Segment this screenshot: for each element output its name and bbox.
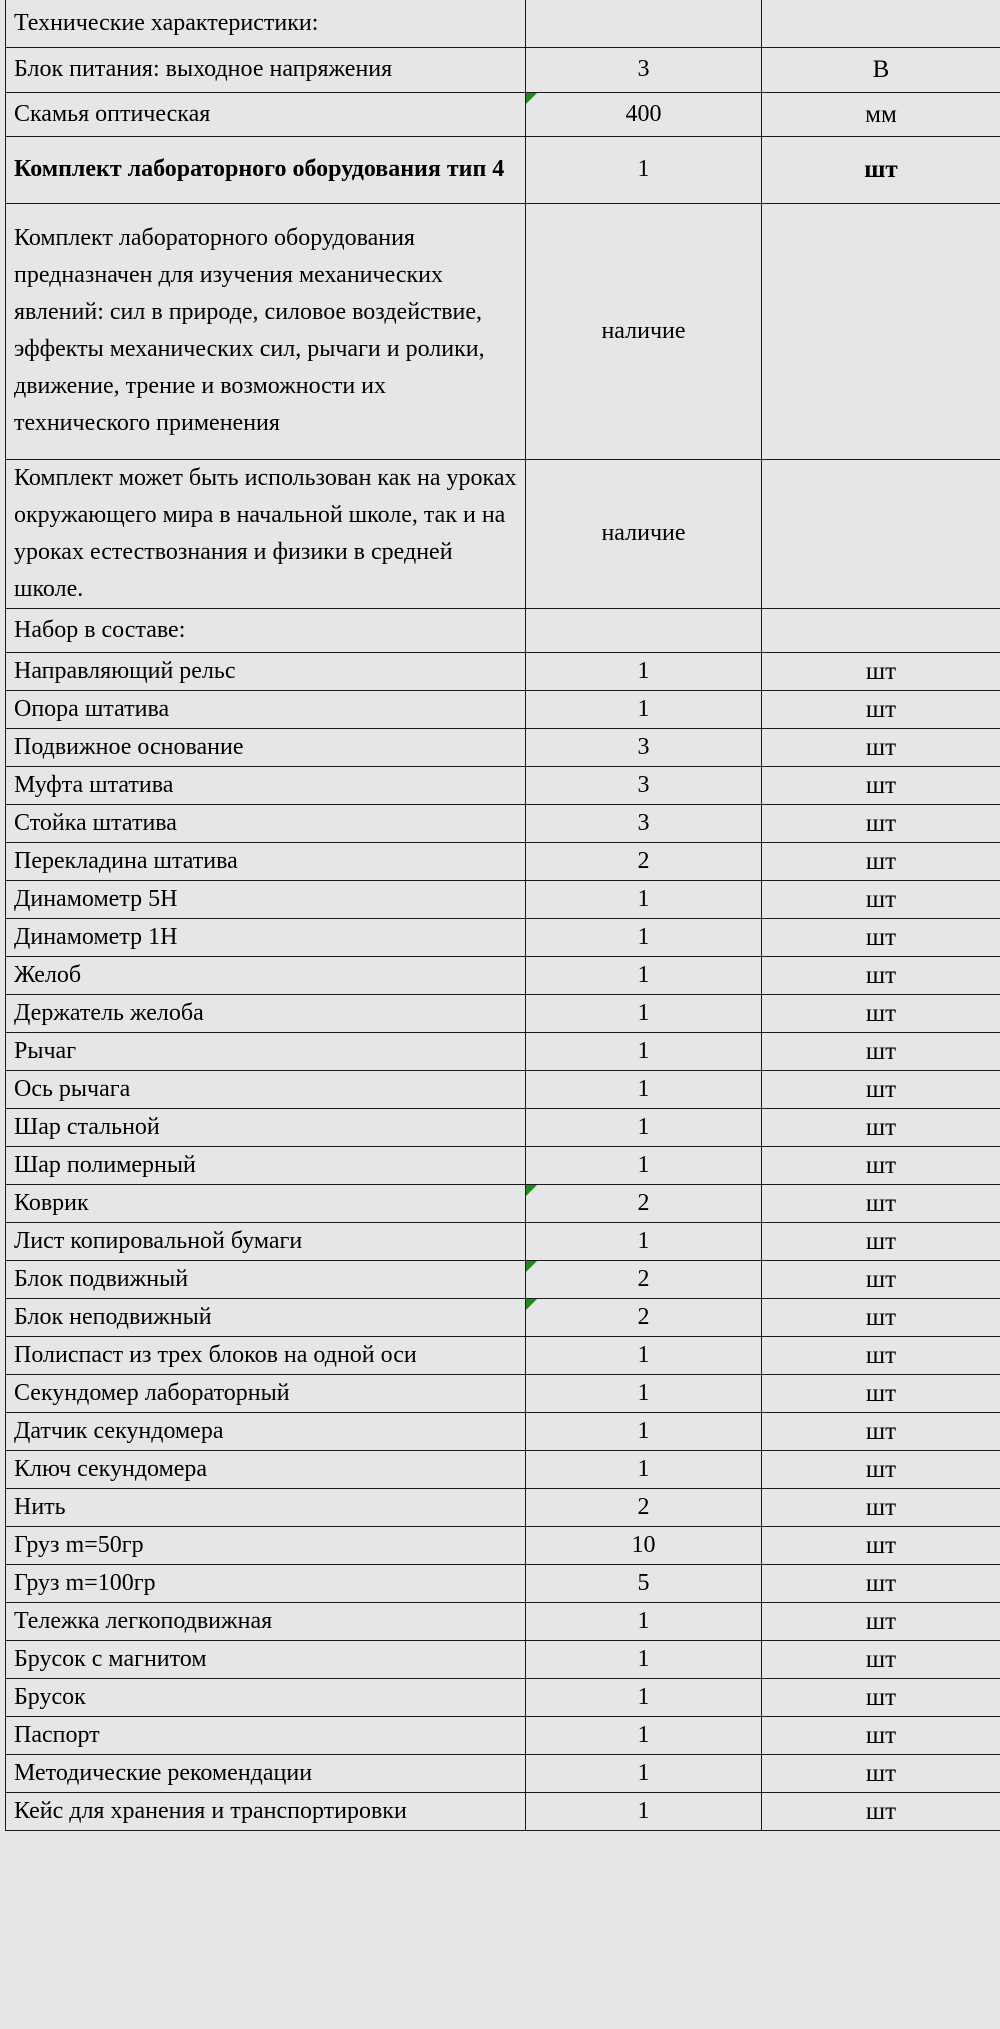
item-name-cell[interactable]: Блок питания: выходное напряжения [6,47,526,92]
table-row [6,1716,1000,1754]
item-name-cell[interactable]: Тележка легкоподвижная [6,1602,526,1640]
item-unit-cell[interactable]: шт [762,1526,1000,1564]
item-value-cell[interactable]: 1 [526,1716,762,1754]
table-row [6,136,1000,203]
item-name-cell[interactable]: Технические характеристики: [6,0,526,47]
table-row [6,1488,1000,1526]
item-value-cell[interactable]: 1 [526,1070,762,1108]
item-unit-cell[interactable]: шт [762,1488,1000,1526]
item-value-cell[interactable]: наличие [526,203,762,459]
item-name-cell[interactable]: Паспорт [6,1716,526,1754]
item-unit-cell[interactable]: шт [762,1146,1000,1184]
item-name-cell[interactable]: Динамометр 1Н [6,918,526,956]
table-row [6,994,1000,1032]
item-name-cell[interactable]: Ключ секундомера [6,1450,526,1488]
item-unit-cell[interactable]: шт [762,766,1000,804]
table-row [6,652,1000,690]
item-name-cell[interactable]: Направляющий рельс [6,652,526,690]
item-value-cell-flagged[interactable]: 2 [526,1184,762,1222]
item-unit-cell[interactable]: шт [762,1070,1000,1108]
table-row [6,880,1000,918]
item-name-cell[interactable]: Набор в составе: [6,608,526,652]
item-unit-cell[interactable]: шт [762,1222,1000,1260]
table-row [6,766,1000,804]
item-value-cell[interactable]: 1 [526,880,762,918]
item-value-cell[interactable]: 10 [526,1526,762,1564]
item-name-cell[interactable]: Коврик [6,1184,526,1222]
item-name-cell[interactable]: Муфта штатива [6,766,526,804]
item-name-cell[interactable]: Желоб [6,956,526,994]
item-unit-cell[interactable]: шт [762,1450,1000,1488]
table-row [6,842,1000,880]
item-value-cell-flagged[interactable]: 2 [526,1260,762,1298]
item-unit-cell[interactable]: шт [762,1184,1000,1222]
item-value-cell[interactable]: 1 [526,1108,762,1146]
table-row [6,47,1000,92]
item-name-cell[interactable]: Секундомер лабораторный [6,1374,526,1412]
item-name-cell[interactable]: Нить [6,1488,526,1526]
item-name-cell[interactable]: Шар стальной [6,1108,526,1146]
table-row [6,1032,1000,1070]
table-row [6,608,1000,652]
item-value-cell[interactable]: 1 [526,1792,762,1830]
table-row [6,0,1000,47]
item-unit-cell[interactable]: В [762,47,1000,92]
table-row [6,1374,1000,1412]
item-value-cell[interactable]: 1 [526,1754,762,1792]
item-unit-cell[interactable]: шт [762,1678,1000,1716]
item-unit-cell[interactable]: шт [762,1754,1000,1792]
item-unit-cell[interactable] [762,203,1000,459]
table-row [6,1754,1000,1792]
item-value-cell[interactable]: 3 [526,728,762,766]
table-row [6,1564,1000,1602]
item-name-cell[interactable]: Груз m=50гр [6,1526,526,1564]
item-value-cell[interactable]: наличие [526,459,762,608]
item-value-cell[interactable]: 1 [526,1450,762,1488]
item-name-cell[interactable]: Брусок с магнитом [6,1640,526,1678]
item-unit-cell[interactable] [762,608,1000,652]
table-row [6,1450,1000,1488]
item-unit-cell[interactable]: шт [762,1602,1000,1640]
item-value-cell[interactable]: 3 [526,47,762,92]
table-row [6,1336,1000,1374]
item-name-cell[interactable]: Рычаг [6,1032,526,1070]
item-unit-cell[interactable]: шт [762,1792,1000,1830]
item-name-cell[interactable]: Перекладина штатива [6,842,526,880]
item-unit-cell[interactable]: шт [762,1032,1000,1070]
table-row [6,1640,1000,1678]
table-row [6,1260,1000,1298]
item-value-cell[interactable]: 3 [526,804,762,842]
table-row [6,459,1000,608]
item-value-cell[interactable]: 1 [526,956,762,994]
item-unit-cell[interactable]: шт [762,728,1000,766]
item-value-cell[interactable]: 1 [526,1032,762,1070]
item-unit-cell[interactable] [762,0,1000,47]
item-value-cell[interactable]: 1 [526,1374,762,1412]
item-value-cell[interactable]: 1 [526,1602,762,1640]
table-row [6,1792,1000,1830]
item-unit-cell[interactable]: шт [762,1336,1000,1374]
item-unit-cell[interactable]: шт [762,880,1000,918]
table-row [6,1298,1000,1336]
item-name-cell[interactable]: Груз m=100гр [6,1564,526,1602]
table-row [6,1602,1000,1640]
item-value-cell[interactable]: 1 [526,1222,762,1260]
item-name-cell[interactable]: Блок неподвижный [6,1298,526,1336]
table-row [6,1184,1000,1222]
item-unit-cell[interactable]: шт [762,1374,1000,1412]
item-unit-cell[interactable]: шт [762,1298,1000,1336]
item-name-cell[interactable]: Шар полимерный [6,1146,526,1184]
item-value-cell[interactable]: 2 [526,842,762,880]
item-name-cell[interactable]: Блок подвижный [6,1260,526,1298]
item-value-cell[interactable]: 1 [526,136,762,203]
table-row [6,728,1000,766]
item-unit-cell[interactable]: мм [762,92,1000,136]
item-value-cell-flagged[interactable]: 400 [526,92,762,136]
item-value-cell[interactable]: 3 [526,766,762,804]
item-value-cell[interactable]: 1 [526,994,762,1032]
item-value-cell[interactable]: 1 [526,1336,762,1374]
item-unit-cell[interactable]: шт [762,994,1000,1032]
item-value-cell[interactable] [526,0,762,47]
item-unit-cell[interactable]: шт [762,1640,1000,1678]
item-unit-cell[interactable]: шт [762,690,1000,728]
item-name-cell[interactable]: Комплект лабораторного оборудования предназначен для изучения механических явлений: сил в природе, силовое воздействие, эффекты механических сил, рычаги и ролики, движение, трение и возможности их технического применения [6,203,526,459]
item-unit-cell[interactable]: шт [762,804,1000,842]
item-unit-cell[interactable]: шт [762,918,1000,956]
table-row [6,804,1000,842]
item-value-cell[interactable]: 5 [526,1564,762,1602]
item-unit-cell[interactable]: шт [762,1564,1000,1602]
table-row [6,690,1000,728]
table-row [6,956,1000,994]
item-unit-cell[interactable]: шт [762,136,1000,203]
table-row [6,203,1000,459]
item-unit-cell[interactable]: шт [762,1412,1000,1450]
item-unit-cell[interactable]: шт [762,652,1000,690]
item-name-cell[interactable]: Полиспаст из трех блоков на одной оси [6,1336,526,1374]
item-unit-cell[interactable]: шт [762,842,1000,880]
item-unit-cell[interactable]: шт [762,1108,1000,1146]
table-row [6,1146,1000,1184]
spec-table [5,0,1000,1831]
table-row [6,1412,1000,1450]
item-value-cell[interactable]: 1 [526,918,762,956]
item-name-cell[interactable]: Стойка штатива [6,804,526,842]
table-row [6,1526,1000,1564]
table-row [6,1222,1000,1260]
table-row [6,1108,1000,1146]
item-name-cell[interactable]: Подвижное основание [6,728,526,766]
item-unit-cell[interactable] [762,459,1000,608]
item-value-cell[interactable]: 1 [526,1146,762,1184]
item-name-cell[interactable]: Скамья оптическая [6,92,526,136]
item-value-cell[interactable]: 1 [526,690,762,728]
table-row [6,1678,1000,1716]
item-value-cell[interactable]: 1 [526,652,762,690]
item-name-cell[interactable]: Кейс для хранения и транспортировки [6,1792,526,1830]
item-name-cell[interactable]: Ось рычага [6,1070,526,1108]
table-row [6,1070,1000,1108]
item-name-cell[interactable]: Комплект лабораторного оборудования тип 4 [6,136,526,203]
spec-table-body [6,0,1000,1830]
item-unit-cell[interactable]: шт [762,1260,1000,1298]
item-unit-cell[interactable]: шт [762,956,1000,994]
item-value-cell[interactable] [526,608,762,652]
item-value-cell[interactable]: 1 [526,1412,762,1450]
item-name-cell[interactable]: Методические рекомендации [6,1754,526,1792]
item-name-cell[interactable]: Брусок [6,1678,526,1716]
item-value-cell-flagged[interactable]: 2 [526,1298,762,1336]
table-row [6,92,1000,136]
item-value-cell[interactable]: 2 [526,1488,762,1526]
item-name-cell[interactable]: Опора штатива [6,690,526,728]
item-name-cell[interactable]: Датчик секундомера [6,1412,526,1450]
item-name-cell[interactable]: Динамометр 5Н [6,880,526,918]
item-name-cell[interactable]: Лист копировальной бумаги [6,1222,526,1260]
table-row [6,918,1000,956]
item-value-cell[interactable]: 1 [526,1640,762,1678]
item-name-cell[interactable]: Держатель желоба [6,994,526,1032]
item-name-cell[interactable]: Комплект может быть использован как на уроках окружающего мира в начальной школе, так и на уроках естествознания и физики в средней школе. [6,459,526,608]
item-value-cell[interactable]: 1 [526,1678,762,1716]
item-unit-cell[interactable]: шт [762,1716,1000,1754]
